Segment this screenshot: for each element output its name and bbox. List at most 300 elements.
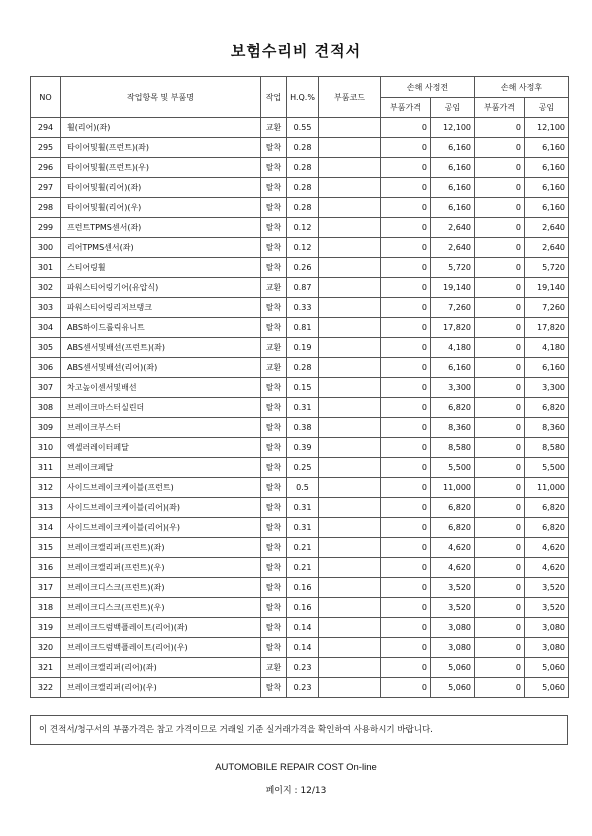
row-hq-percent: 0.21 <box>287 538 319 558</box>
row-no: 320 <box>31 638 61 658</box>
row-hq-percent: 0.14 <box>287 618 319 638</box>
row-item-name: 리어TPMS센서(좌) <box>61 238 261 258</box>
row-after-part-price: 0 <box>475 618 525 638</box>
row-work-type: 교환 <box>261 358 287 378</box>
row-part-code <box>319 318 381 338</box>
row-hq-percent: 0.31 <box>287 498 319 518</box>
row-before-part-price: 0 <box>381 598 431 618</box>
row-work-type: 탈착 <box>261 558 287 578</box>
row-before-part-price: 0 <box>381 138 431 158</box>
header-code: 부품코드 <box>319 77 381 118</box>
row-after-labor: 4,620 <box>525 558 569 578</box>
row-item-name: 엑셀러레이터페달 <box>61 438 261 458</box>
table-row <box>31 118 569 138</box>
row-hq-percent: 0.16 <box>287 578 319 598</box>
table-row <box>31 538 569 558</box>
row-after-labor: 2,640 <box>525 238 569 258</box>
row-part-code <box>319 678 381 698</box>
row-after-part-price: 0 <box>475 198 525 218</box>
row-after-part-price: 0 <box>475 298 525 318</box>
row-before-labor: 5,060 <box>431 678 475 698</box>
row-part-code <box>319 238 381 258</box>
row-before-labor: 2,640 <box>431 218 475 238</box>
row-before-part-price: 0 <box>381 678 431 698</box>
header-work: 작업 <box>261 77 287 118</box>
row-no: 314 <box>31 518 61 538</box>
row-after-part-price: 0 <box>475 338 525 358</box>
row-no: 309 <box>31 418 61 438</box>
row-item-name: 브레이크캘리퍼(리어)(좌) <box>61 658 261 678</box>
row-hq-percent: 0.28 <box>287 138 319 158</box>
row-work-type: 탈착 <box>261 218 287 238</box>
row-hq-percent: 0.12 <box>287 238 319 258</box>
row-before-part-price: 0 <box>381 318 431 338</box>
row-before-labor: 6,820 <box>431 518 475 538</box>
row-hq-percent: 0.23 <box>287 678 319 698</box>
row-work-type: 탈착 <box>261 598 287 618</box>
row-after-part-price: 0 <box>475 278 525 298</box>
row-item-name: 브레이크캘리퍼(프런트)(우) <box>61 558 261 578</box>
row-part-code <box>319 498 381 518</box>
table-row <box>31 438 569 458</box>
row-item-name: 차고높이센서및배선 <box>61 378 261 398</box>
row-no: 296 <box>31 158 61 178</box>
row-item-name: ABS하이드롤릭유니트 <box>61 318 261 338</box>
row-before-part-price: 0 <box>381 178 431 198</box>
row-no: 294 <box>31 118 61 138</box>
row-work-type: 탈착 <box>261 538 287 558</box>
row-after-labor: 5,060 <box>525 658 569 678</box>
row-hq-percent: 0.21 <box>287 558 319 578</box>
row-after-part-price: 0 <box>475 638 525 658</box>
row-before-part-price: 0 <box>381 578 431 598</box>
table-row <box>31 238 569 258</box>
row-after-part-price: 0 <box>475 138 525 158</box>
row-before-labor: 8,360 <box>431 418 475 438</box>
table-row <box>31 478 569 498</box>
row-after-labor: 3,520 <box>525 598 569 618</box>
row-work-type: 탈착 <box>261 578 287 598</box>
price-notice: 이 견적서/청구서의 부품가격은 참고 가격이므로 거래일 기준 실거래가격을 확인하여 사용하시기 바랍니다. <box>30 715 568 745</box>
row-after-labor: 12,100 <box>525 118 569 138</box>
row-before-labor: 5,500 <box>431 458 475 478</box>
row-no: 301 <box>31 258 61 278</box>
row-item-name: ABS센서및배선(프런트)(좌) <box>61 338 261 358</box>
row-after-labor: 2,640 <box>525 218 569 238</box>
row-after-part-price: 0 <box>475 178 525 198</box>
row-before-part-price: 0 <box>381 218 431 238</box>
row-part-code <box>319 578 381 598</box>
row-part-code <box>319 158 381 178</box>
row-before-labor: 8,580 <box>431 438 475 458</box>
row-before-part-price: 0 <box>381 278 431 298</box>
row-no: 318 <box>31 598 61 618</box>
row-work-type: 탈착 <box>261 138 287 158</box>
row-after-labor: 6,160 <box>525 158 569 178</box>
table-row <box>31 598 569 618</box>
row-before-labor: 7,260 <box>431 298 475 318</box>
row-before-part-price: 0 <box>381 298 431 318</box>
row-work-type: 교환 <box>261 658 287 678</box>
row-no: 321 <box>31 658 61 678</box>
row-work-type: 탈착 <box>261 398 287 418</box>
row-part-code <box>319 618 381 638</box>
row-no: 303 <box>31 298 61 318</box>
row-before-part-price: 0 <box>381 478 431 498</box>
row-hq-percent: 0.28 <box>287 358 319 378</box>
row-work-type: 탈착 <box>261 258 287 278</box>
row-hq-percent: 0.87 <box>287 278 319 298</box>
row-work-type: 탈착 <box>261 418 287 438</box>
row-after-labor: 17,820 <box>525 318 569 338</box>
row-after-part-price: 0 <box>475 598 525 618</box>
row-before-labor: 6,820 <box>431 398 475 418</box>
row-before-part-price: 0 <box>381 378 431 398</box>
row-item-name: 브레이크캘리퍼(리어)(우) <box>61 678 261 698</box>
row-item-name: ABS센서및배선(리어)(좌) <box>61 358 261 378</box>
footer-brand: AUTOMOBILE REPAIR COST On-line <box>215 762 377 773</box>
row-part-code <box>319 278 381 298</box>
row-before-labor: 19,140 <box>431 278 475 298</box>
header-before-assessment: 손해 사정전 <box>381 77 475 98</box>
row-after-labor: 6,160 <box>525 178 569 198</box>
table-row <box>31 558 569 578</box>
row-before-labor: 4,620 <box>431 558 475 578</box>
row-item-name: 타이어및휠(프런트)(우) <box>61 158 261 178</box>
row-before-part-price: 0 <box>381 338 431 358</box>
row-after-part-price: 0 <box>475 418 525 438</box>
row-after-labor: 6,160 <box>525 138 569 158</box>
row-work-type: 탈착 <box>261 498 287 518</box>
row-before-labor: 6,160 <box>431 138 475 158</box>
table-row <box>31 358 569 378</box>
row-hq-percent: 0.38 <box>287 418 319 438</box>
row-before-part-price: 0 <box>381 518 431 538</box>
row-hq-percent: 0.16 <box>287 598 319 618</box>
row-hq-percent: 0.28 <box>287 198 319 218</box>
row-before-labor: 3,520 <box>431 578 475 598</box>
row-part-code <box>319 658 381 678</box>
row-work-type: 탈착 <box>261 198 287 218</box>
table-row <box>31 298 569 318</box>
row-item-name: 브레이크드럼백플레이트(리어)(좌) <box>61 618 261 638</box>
table-row <box>31 578 569 598</box>
row-hq-percent: 0.12 <box>287 218 319 238</box>
row-work-type: 탈착 <box>261 518 287 538</box>
row-after-part-price: 0 <box>475 118 525 138</box>
row-item-name: 파워스티어링기어(유압식) <box>61 278 261 298</box>
row-before-labor: 17,820 <box>431 318 475 338</box>
row-work-type: 탈착 <box>261 378 287 398</box>
row-after-labor: 6,160 <box>525 198 569 218</box>
row-before-part-price: 0 <box>381 438 431 458</box>
row-before-labor: 12,100 <box>431 118 475 138</box>
row-work-type: 탈착 <box>261 298 287 318</box>
row-no: 302 <box>31 278 61 298</box>
header-after-assessment: 손해 사정후 <box>475 77 569 98</box>
table-row <box>31 338 569 358</box>
row-after-labor: 3,520 <box>525 578 569 598</box>
row-before-part-price: 0 <box>381 498 431 518</box>
table-row <box>31 258 569 278</box>
row-work-type: 탈착 <box>261 158 287 178</box>
row-no: 315 <box>31 538 61 558</box>
row-work-type: 교환 <box>261 278 287 298</box>
row-hq-percent: 0.28 <box>287 178 319 198</box>
row-hq-percent: 0.81 <box>287 318 319 338</box>
row-part-code <box>319 518 381 538</box>
row-hq-percent: 0.55 <box>287 118 319 138</box>
row-part-code <box>319 338 381 358</box>
row-part-code <box>319 358 381 378</box>
row-work-type: 탈착 <box>261 638 287 658</box>
row-before-labor: 3,080 <box>431 618 475 638</box>
row-after-labor: 3,080 <box>525 638 569 658</box>
row-item-name: 브레이크마스터실린더 <box>61 398 261 418</box>
table-row <box>31 278 569 298</box>
row-before-labor: 6,160 <box>431 198 475 218</box>
row-after-labor: 6,820 <box>525 498 569 518</box>
row-no: 305 <box>31 338 61 358</box>
row-item-name: 브레이크페달 <box>61 458 261 478</box>
row-part-code <box>319 458 381 478</box>
row-work-type: 탈착 <box>261 678 287 698</box>
row-after-labor: 8,580 <box>525 438 569 458</box>
row-part-code <box>319 378 381 398</box>
row-after-part-price: 0 <box>475 358 525 378</box>
row-item-name: 사이드브레이크케이블(프런트) <box>61 478 261 498</box>
row-part-code <box>319 298 381 318</box>
row-after-labor: 4,620 <box>525 538 569 558</box>
table-row <box>31 178 569 198</box>
row-part-code <box>319 218 381 238</box>
row-no: 310 <box>31 438 61 458</box>
row-before-labor: 3,300 <box>431 378 475 398</box>
table-row <box>31 398 569 418</box>
row-before-labor: 3,080 <box>431 638 475 658</box>
row-hq-percent: 0.31 <box>287 398 319 418</box>
row-after-part-price: 0 <box>475 318 525 338</box>
row-before-labor: 6,820 <box>431 498 475 518</box>
row-after-part-price: 0 <box>475 238 525 258</box>
row-after-part-price: 0 <box>475 498 525 518</box>
row-before-labor: 5,060 <box>431 658 475 678</box>
row-part-code <box>319 418 381 438</box>
document-title: 보험수리비 견적서 <box>230 42 362 60</box>
row-work-type: 탈착 <box>261 178 287 198</box>
row-before-labor: 2,640 <box>431 238 475 258</box>
row-work-type: 탈착 <box>261 478 287 498</box>
header-after-part-price: 부품가격 <box>475 98 525 118</box>
row-work-type: 탈착 <box>261 618 287 638</box>
row-after-labor: 4,180 <box>525 338 569 358</box>
row-before-part-price: 0 <box>381 458 431 478</box>
row-before-part-price: 0 <box>381 358 431 378</box>
row-part-code <box>319 638 381 658</box>
row-before-labor: 6,160 <box>431 358 475 378</box>
row-before-labor: 4,620 <box>431 538 475 558</box>
row-hq-percent: 0.14 <box>287 638 319 658</box>
row-no: 308 <box>31 398 61 418</box>
row-item-name: 브레이크캘리퍼(프런트)(좌) <box>61 538 261 558</box>
row-after-labor: 6,820 <box>525 518 569 538</box>
header-before-labor: 공임 <box>431 98 475 118</box>
row-hq-percent: 0.31 <box>287 518 319 538</box>
row-no: 312 <box>31 478 61 498</box>
row-no: 297 <box>31 178 61 198</box>
row-no: 322 <box>31 678 61 698</box>
row-item-name: 타이어및휠(리어)(좌) <box>61 178 261 198</box>
row-after-labor: 5,500 <box>525 458 569 478</box>
table-row <box>31 198 569 218</box>
row-no: 295 <box>31 138 61 158</box>
row-part-code <box>319 198 381 218</box>
header-after-labor: 공임 <box>525 98 569 118</box>
row-item-name: 브레이크드럼백플레이트(리어)(우) <box>61 638 261 658</box>
row-before-labor: 3,520 <box>431 598 475 618</box>
row-item-name: 타이어및휠(프런트)(좌) <box>61 138 261 158</box>
table-row <box>31 138 569 158</box>
row-after-part-price: 0 <box>475 218 525 238</box>
row-after-part-price: 0 <box>475 458 525 478</box>
table-row <box>31 678 569 698</box>
row-no: 298 <box>31 198 61 218</box>
row-no: 313 <box>31 498 61 518</box>
row-item-name: 타이어및휠(리어)(우) <box>61 198 261 218</box>
row-after-part-price: 0 <box>475 678 525 698</box>
row-hq-percent: 0.39 <box>287 438 319 458</box>
row-before-part-price: 0 <box>381 418 431 438</box>
row-before-labor: 11,000 <box>431 478 475 498</box>
row-no: 306 <box>31 358 61 378</box>
row-hq-percent: 0.23 <box>287 658 319 678</box>
row-after-part-price: 0 <box>475 478 525 498</box>
row-before-labor: 5,720 <box>431 258 475 278</box>
row-after-labor: 5,060 <box>525 678 569 698</box>
row-part-code <box>319 398 381 418</box>
row-before-part-price: 0 <box>381 158 431 178</box>
row-part-code <box>319 598 381 618</box>
page-number: 페이지 : 12/13 <box>265 786 327 796</box>
estimate-table <box>30 76 569 698</box>
row-hq-percent: 0.25 <box>287 458 319 478</box>
row-part-code <box>319 118 381 138</box>
row-work-type: 교환 <box>261 338 287 358</box>
header-item: 작업항목 및 부품명 <box>61 77 261 118</box>
row-after-labor: 6,160 <box>525 358 569 378</box>
row-after-part-price: 0 <box>475 258 525 278</box>
row-after-part-price: 0 <box>475 538 525 558</box>
row-before-labor: 6,160 <box>431 158 475 178</box>
row-work-type: 교환 <box>261 118 287 138</box>
row-item-name: 사이드브레이크케이블(리어)(좌) <box>61 498 261 518</box>
row-after-labor: 8,360 <box>525 418 569 438</box>
row-no: 299 <box>31 218 61 238</box>
row-after-part-price: 0 <box>475 578 525 598</box>
row-before-part-price: 0 <box>381 538 431 558</box>
row-part-code <box>319 478 381 498</box>
table-row <box>31 418 569 438</box>
row-hq-percent: 0.26 <box>287 258 319 278</box>
row-after-labor: 3,080 <box>525 618 569 638</box>
row-hq-percent: 0.15 <box>287 378 319 398</box>
row-after-part-price: 0 <box>475 378 525 398</box>
row-before-labor: 4,180 <box>431 338 475 358</box>
table-row <box>31 318 569 338</box>
table-row <box>31 638 569 658</box>
row-before-part-price: 0 <box>381 198 431 218</box>
table-body <box>31 118 569 698</box>
table-row <box>31 158 569 178</box>
row-after-part-price: 0 <box>475 158 525 178</box>
row-before-part-price: 0 <box>381 558 431 578</box>
table-row <box>31 378 569 398</box>
row-work-type: 탈착 <box>261 318 287 338</box>
row-after-labor: 5,720 <box>525 258 569 278</box>
row-work-type: 탈착 <box>261 458 287 478</box>
row-no: 316 <box>31 558 61 578</box>
row-item-name: 사이드브레이크케이블(리어)(우) <box>61 518 261 538</box>
row-no: 319 <box>31 618 61 638</box>
table-row <box>31 218 569 238</box>
row-after-part-price: 0 <box>475 518 525 538</box>
row-item-name: 파워스티어링리저브탱크 <box>61 298 261 318</box>
row-after-part-price: 0 <box>475 398 525 418</box>
row-hq-percent: 0.28 <box>287 158 319 178</box>
row-item-name: 브레이크디스크(프런트)(우) <box>61 598 261 618</box>
table-row <box>31 498 569 518</box>
row-after-part-price: 0 <box>475 438 525 458</box>
row-work-type: 탈착 <box>261 438 287 458</box>
row-hq-percent: 0.33 <box>287 298 319 318</box>
row-before-part-price: 0 <box>381 118 431 138</box>
row-after-labor: 6,820 <box>525 398 569 418</box>
table-row <box>31 658 569 678</box>
row-after-labor: 11,000 <box>525 478 569 498</box>
row-hq-percent: 0.19 <box>287 338 319 358</box>
row-after-labor: 19,140 <box>525 278 569 298</box>
row-part-code <box>319 138 381 158</box>
header-no: NO <box>31 77 61 118</box>
row-part-code <box>319 438 381 458</box>
row-before-part-price: 0 <box>381 238 431 258</box>
row-no: 300 <box>31 238 61 258</box>
row-no: 317 <box>31 578 61 598</box>
row-no: 307 <box>31 378 61 398</box>
table-row <box>31 618 569 638</box>
row-item-name: 스티어링휠 <box>61 258 261 278</box>
row-hq-percent: 0.5 <box>287 478 319 498</box>
row-item-name: 휠(리어)(좌) <box>61 118 261 138</box>
row-item-name: 프런트TPMS센서(좌) <box>61 218 261 238</box>
row-after-labor: 3,300 <box>525 378 569 398</box>
row-work-type: 탈착 <box>261 238 287 258</box>
row-before-part-price: 0 <box>381 398 431 418</box>
header-before-part-price: 부품가격 <box>381 98 431 118</box>
row-part-code <box>319 178 381 198</box>
table-row <box>31 518 569 538</box>
row-before-part-price: 0 <box>381 618 431 638</box>
row-part-code <box>319 558 381 578</box>
header-hq: H.Q.% <box>287 77 319 118</box>
row-no: 304 <box>31 318 61 338</box>
row-before-part-price: 0 <box>381 258 431 278</box>
row-item-name: 브레이크디스크(프런트)(좌) <box>61 578 261 598</box>
row-after-labor: 7,260 <box>525 298 569 318</box>
row-item-name: 브레이크부스터 <box>61 418 261 438</box>
row-no: 311 <box>31 458 61 478</box>
table-row <box>31 458 569 478</box>
